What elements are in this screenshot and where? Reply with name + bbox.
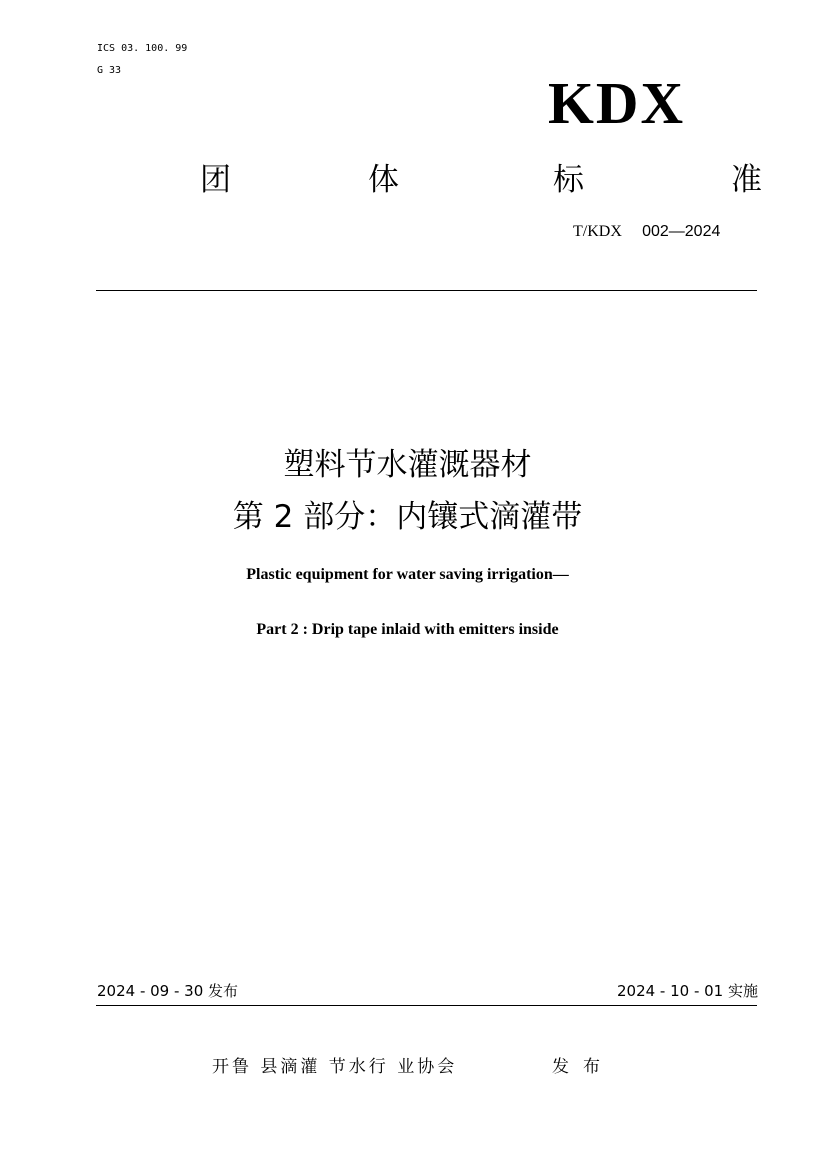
effective-date: 2024 - 10 - 01 实施 <box>616 982 758 1000</box>
release-date: 2024 - 09 - 30 发布 <box>97 982 239 1000</box>
standard-type-char-1: 团 <box>200 162 231 198</box>
title-en-line-2: Part 2 : Drip tape inlaid with emitters inside <box>256 621 559 638</box>
issue-label: 发布 <box>552 1057 614 1077</box>
title-cn-line-1: 塑料节水灌溉器材 <box>283 447 532 483</box>
header-divider <box>96 290 757 291</box>
title-en-line-1: Plastic equipment for water saving irrigation— <box>246 566 569 583</box>
standard-number <box>573 223 720 240</box>
standard-number-value: 002—2024 <box>642 223 721 240</box>
standard-type-char-4: 准 <box>731 162 762 198</box>
ccs-code: G 33 <box>97 65 122 76</box>
issuing-organization: 开鲁 县滴灌 节水行 业协会 <box>212 1057 458 1077</box>
standard-type-char-2: 体 <box>368 162 399 198</box>
standard-prefix: T/KDX <box>573 223 622 240</box>
kdx-logo: KDX <box>548 70 686 136</box>
ics-code: ICS 03. 100. 99 <box>97 43 188 54</box>
title-cn-line-2: 第 2 部分：内镶式滴灌带 <box>232 499 583 535</box>
standard-type-char-3: 标 <box>553 162 584 198</box>
footer-divider <box>96 1005 757 1006</box>
